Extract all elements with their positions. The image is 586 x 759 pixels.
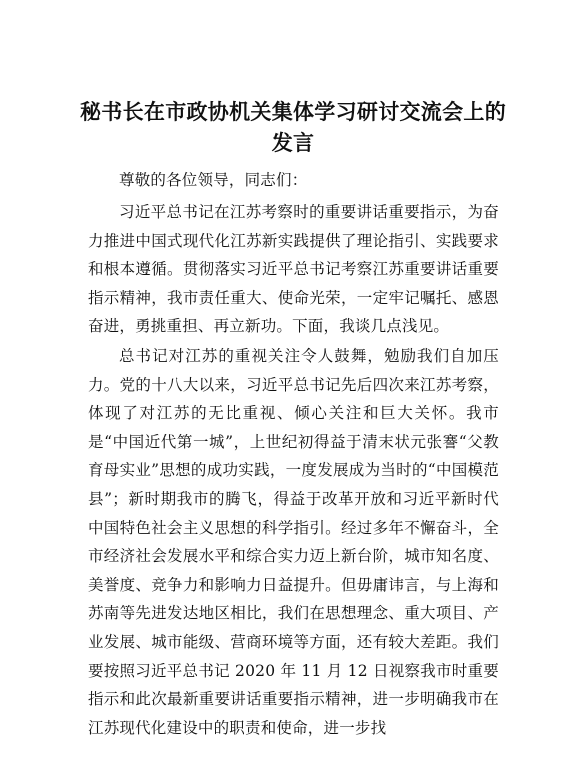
salutation: 尊敬的各位领导，同志们： bbox=[119, 171, 308, 189]
paragraph-2: 总书记对江苏的重视关注令人鼓舞，勉励我们自加压力。党的十八大以来，习近平总书记先后四次来江苏考察，体现了对江苏的无比重视、倾心关注和巨大关怀。我市是“中国近代第一城”，上世纪初得益于清末状元张謇“父教育母实业”思想的成功实践，一度发展成为当时的“中国模范县”；新时期我市的腾飞，得益于改革开放和习近平新时代中国特色社会主义思想的科学指引。经过多年不懈奋斗，全市经济社会发展水平和综合实力迈上新台阶，城市知名度、美誉度、竞争力和影响力日益提升。但毋庸讳言，与上海和苏南等先进发达地区相比，我们在思想理念、重大项目、产业发展、城市能级、营商环境等方面，还有较大差距。我们要按照习近平总书记 2020 年 11 月 12 日视察我市时重要指示和此次最新重要讲话重要指示精神，进一步明确我市在江苏现代化建设中的职责和使命，进一步找 bbox=[88, 347, 499, 737]
document-title: 秘书长在市政协机关集体学习研讨交流会上的发言 bbox=[80, 99, 506, 155]
paragraph-1: 习近平总书记在江苏考察时的重要讲话重要指示，为奋力推进中国式现代化江苏新实践提供了理论指引、实践要求和根本遵循。贯彻落实习近平总书记考察江苏重要讲话重要指示精神，我市责任重大、使命光荣，一定牢记嘱托、感恩奋进，勇挑重担、再立新功。下面，我谈几点浅见。 bbox=[88, 203, 499, 336]
